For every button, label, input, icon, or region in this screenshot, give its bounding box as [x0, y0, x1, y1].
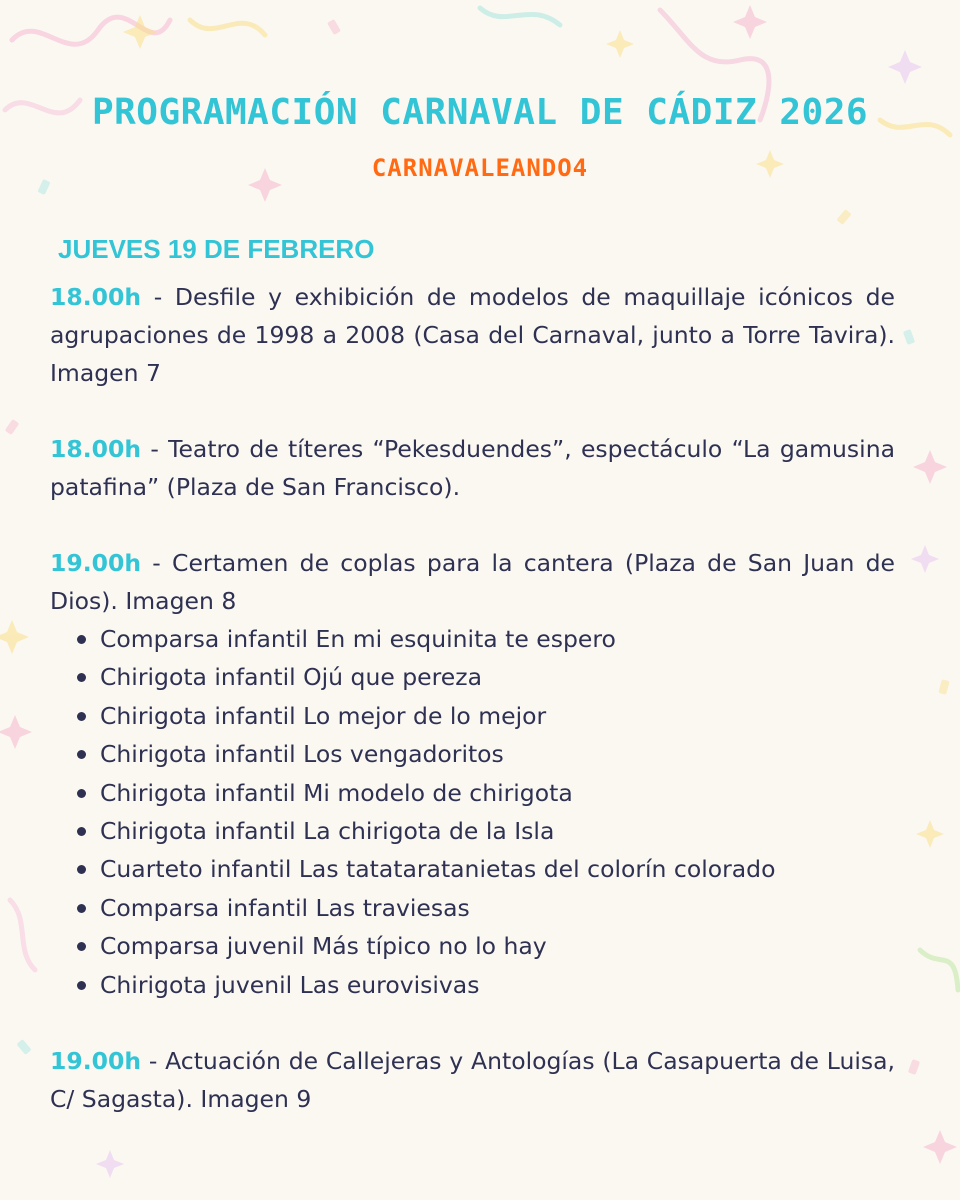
- confetti-streamer-icon: [920, 950, 958, 990]
- event-description: - Teatro de títeres “Pekesduendes”, espectáculo “La gamusina patafina” (Plaza de San Francisco).: [50, 435, 895, 501]
- sparkle-star-icon: [733, 5, 767, 39]
- sparkle-star-icon: [0, 715, 32, 749]
- event-list: [50, 278, 895, 1118]
- group-list-item: Comparsa juvenil Más típico no lo hay: [100, 927, 895, 965]
- sparkle-star-icon: [0, 620, 29, 654]
- event-description: - Actuación de Callejeras y Antologías (La Casapuerta de Luisa, C/ Sagasta). Imagen 9: [50, 1047, 895, 1114]
- sparkle-star-icon: [606, 30, 634, 58]
- group-list-item: Comparsa infantil En mi esquinita te espero: [100, 620, 895, 658]
- group-list: [50, 620, 895, 1004]
- group-list-item: Chirigota infantil Ojú que pereza: [100, 658, 895, 696]
- group-list-item: Comparsa infantil Las traviesas: [100, 889, 895, 927]
- sparkle-star-icon: [916, 820, 944, 848]
- group-list-item: Chirigota infantil La chirigota de la Isla: [100, 812, 895, 850]
- event-time: 18.00h: [50, 283, 142, 311]
- group-list-item: Chirigota infantil Mi modelo de chirigota: [100, 774, 895, 812]
- event-item: [50, 1042, 895, 1118]
- group-list-item: Cuarteto infantil Las tatataratanietas del colorín colorado: [100, 850, 895, 888]
- event-description: - Certamen de coplas para la cantera (Plaza de San Juan de Dios). Imagen 8: [50, 549, 895, 615]
- sparkle-star-icon: [913, 450, 947, 484]
- event-time: 19.00h: [50, 549, 142, 577]
- event-item: [50, 430, 895, 506]
- page-title: PROGRAMACIÓN CARNAVAL DE CÁDIZ 2026: [91, 92, 869, 133]
- page-subtitle: CARNAVALEANDO4: [371, 154, 589, 182]
- confetti-streamer-icon: [10, 900, 35, 970]
- day-heading: JUEVES 19 DE FEBRERO: [58, 234, 375, 264]
- sparkle-star-icon: [911, 545, 939, 573]
- event-description: - Desfile y exhibición de modelos de maquillaje icónicos de agrupaciones de 1998 a 2008 (Casa del Carnaval, junto a Torre Tavira). Imagen 7: [50, 283, 895, 387]
- group-list-item: Chirigota juvenil Las eurovisivas: [100, 966, 895, 1004]
- sparkle-star-icon: [888, 50, 922, 84]
- group-list-item: Chirigota infantil Lo mejor de lo mejor: [100, 697, 895, 735]
- event-time: 19.00h: [50, 1047, 142, 1076]
- event-item: [50, 278, 895, 392]
- sparkle-star-icon: [923, 1130, 957, 1164]
- confetti-streamer-icon: [190, 20, 265, 35]
- confetti-streamer-icon: [480, 8, 560, 25]
- event-time: 18.00h: [50, 435, 142, 463]
- event-item: [50, 544, 895, 620]
- group-list-item: Chirigota infantil Los vengadoritos: [100, 735, 895, 773]
- sparkle-star-icon: [96, 1150, 124, 1178]
